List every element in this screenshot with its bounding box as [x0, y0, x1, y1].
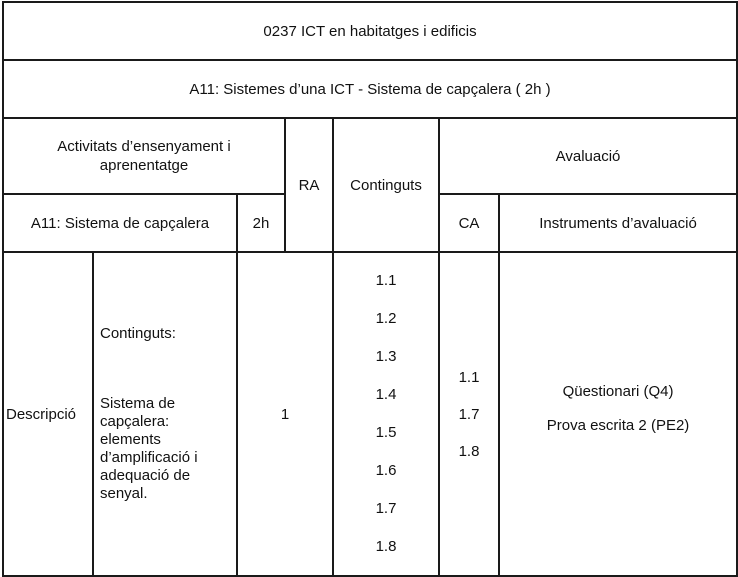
contents-item: 1.5: [375, 424, 397, 441]
ca-list-cell: [439, 252, 499, 576]
ca-item: 1.1: [458, 368, 480, 386]
description-contents-text: Sistema de capçalera: elements d’amplificació i adequació de senyal.: [100, 395, 198, 502]
course-title: 0237 ICT en habitatges i edificis: [3, 2, 737, 60]
contents-item: 1.6: [375, 462, 397, 479]
contents-item: 1.7: [375, 500, 397, 517]
description-contents-heading: Continguts:: [100, 325, 176, 342]
description-cell: [93, 252, 237, 576]
instrument-item: Prova escrita 2 (PE2): [546, 417, 690, 434]
activity-name: A11: Sistema de capçalera: [3, 194, 237, 252]
instrument-item: Qüestionari (Q4): [562, 383, 674, 400]
contents-item: 1.4: [375, 386, 397, 403]
instruments-header: Instruments d’avaluació: [499, 194, 737, 252]
ca-item: 1.7: [458, 405, 480, 423]
activity-title: A11: Sistemes d’una ICT - Sistema de capçalera ( 2h ): [3, 60, 737, 118]
contents-item: 1.3: [375, 348, 397, 365]
ra-header: RA: [285, 118, 333, 252]
activity-hours: 2h: [237, 194, 285, 252]
contents-item: 1.2: [375, 310, 397, 327]
contents-list-cell: [333, 252, 439, 576]
ca-header: CA: [439, 194, 499, 252]
instruments-list-cell: [499, 252, 737, 576]
evaluation-header: Avaluació: [439, 118, 737, 194]
activities-header: [3, 118, 285, 194]
description-label: Descripció: [3, 252, 93, 576]
contents-item: 1.8: [375, 538, 397, 555]
ca-item: 1.8: [458, 442, 480, 460]
activities-header-label: Activitats d’ensenyament i aprenentatge: [57, 138, 231, 174]
contents-item: 1.1: [375, 272, 397, 289]
contents-header: Continguts: [333, 118, 439, 252]
activity-sheet-table: [2, 1, 738, 577]
ra-value: 1: [237, 252, 333, 576]
